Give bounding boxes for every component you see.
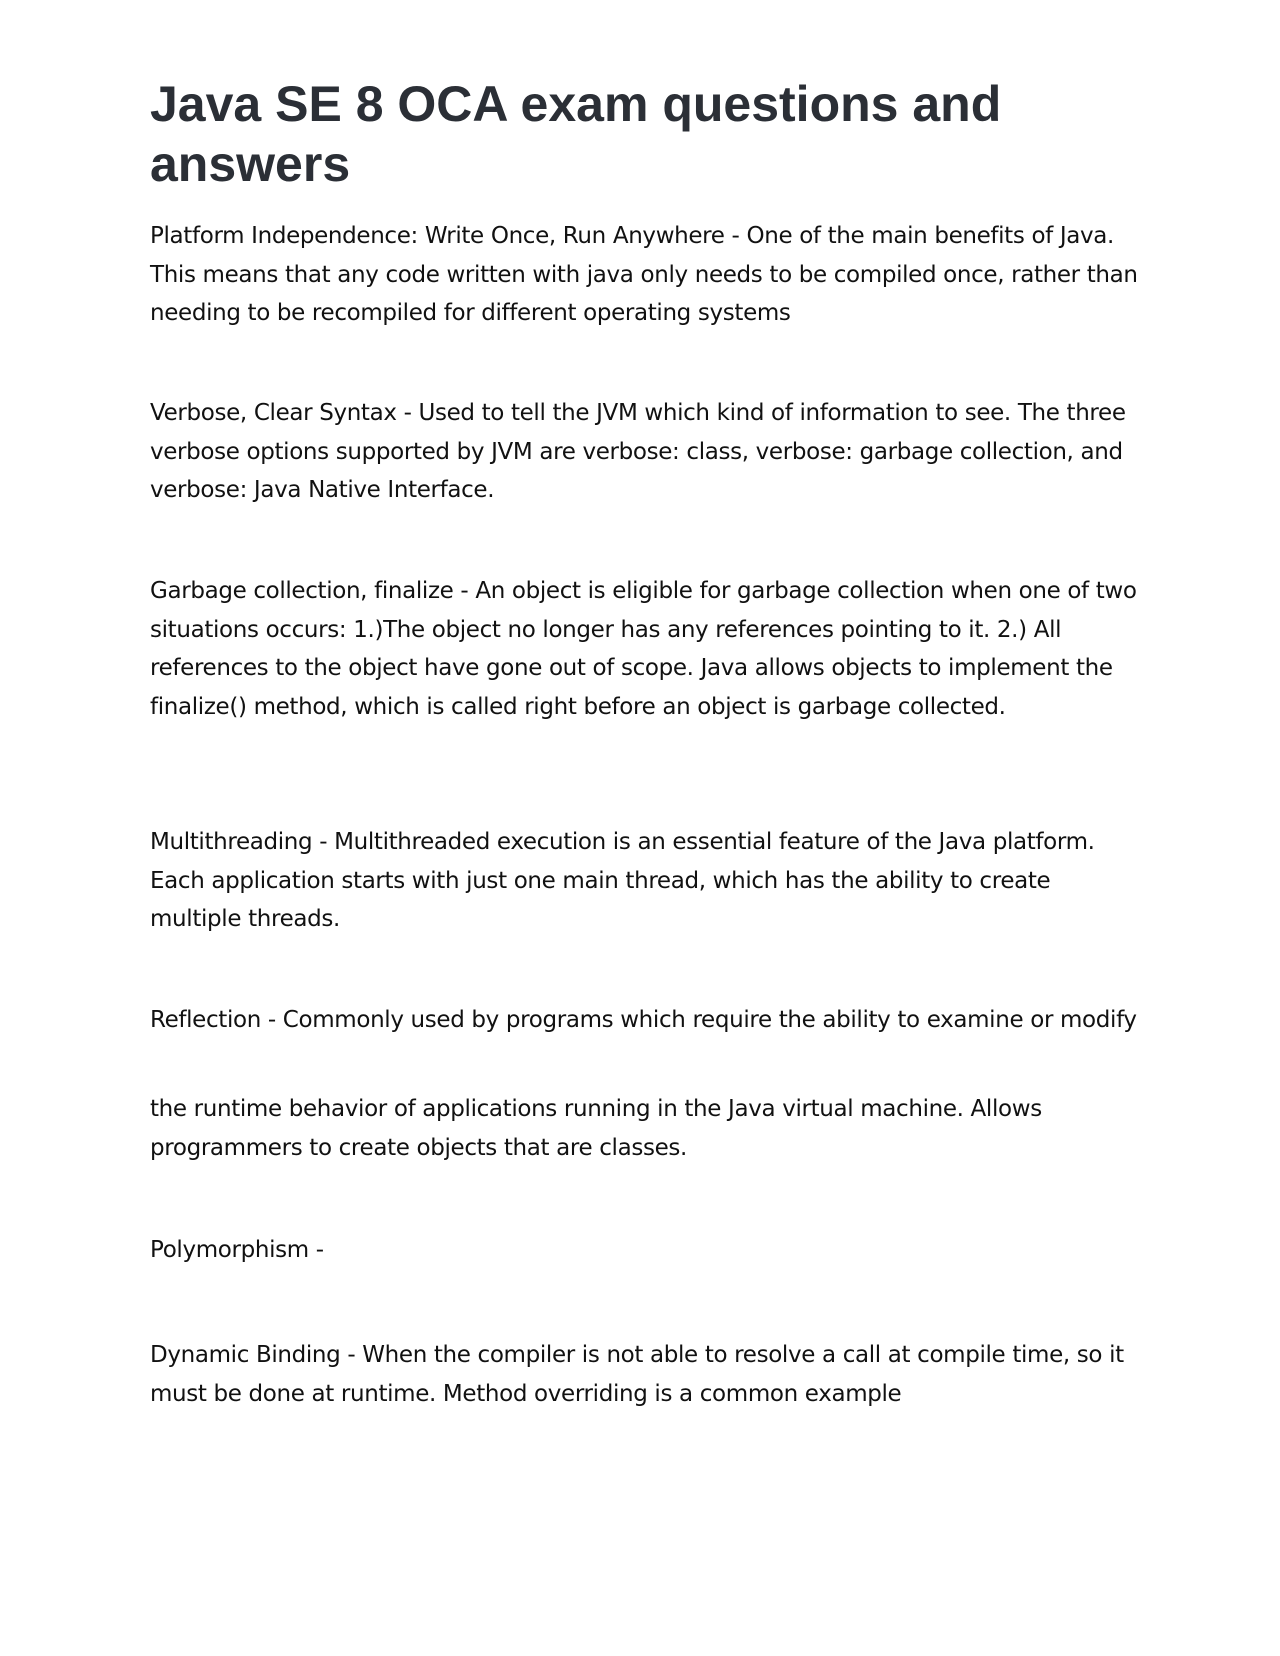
paragraph-dynamic-binding: Dynamic Binding - When the compiler is not able to resolve a call at compile time, so it must be done at runtime. Method overriding is a common example bbox=[150, 1342, 1124, 1407]
paragraph-reflection-continued: the runtime behavior of applications running in the Java virtual machine. Allows programmers to create objects that are classes. bbox=[150, 1096, 1042, 1161]
paragraph-verbose-syntax: Verbose, Clear Syntax - Used to tell the JVM which kind of information to see. The three verbose options supported by JVM are verbose: class, verbose: garbage collection, and verbose: Java Native Interface. bbox=[150, 400, 1126, 503]
paragraph-multithreading: Multithreading - Multithreaded execution is an essential feature of the Java platform. Each application starts with just one main thread, which has the ability to create multiple threads. bbox=[150, 829, 1095, 932]
document-title: Java SE 8 OCA exam questions and answers bbox=[150, 76, 1002, 192]
paragraph-reflection: Reflection - Commonly used by programs which require the ability to examine or modify bbox=[150, 1007, 1137, 1033]
paragraph-polymorphism: Polymorphism - bbox=[150, 1237, 324, 1263]
paragraph-garbage-collection: Garbage collection, finalize - An object is eligible for garbage collection when one of two situations occurs: 1.)The object no longer has any references pointing to it. 2.) All references to the object have gone out of scope. Java allows objects to implement the finalize() method, which is called right before an object is garbage collected. bbox=[150, 578, 1137, 720]
paragraph-platform-independence: Platform Independence: Write Once, Run Anywhere - One of the main benefits of Java. This means that any code written with java only needs to be compiled once, rather than needing to be recompiled for different operating systems bbox=[150, 223, 1138, 326]
